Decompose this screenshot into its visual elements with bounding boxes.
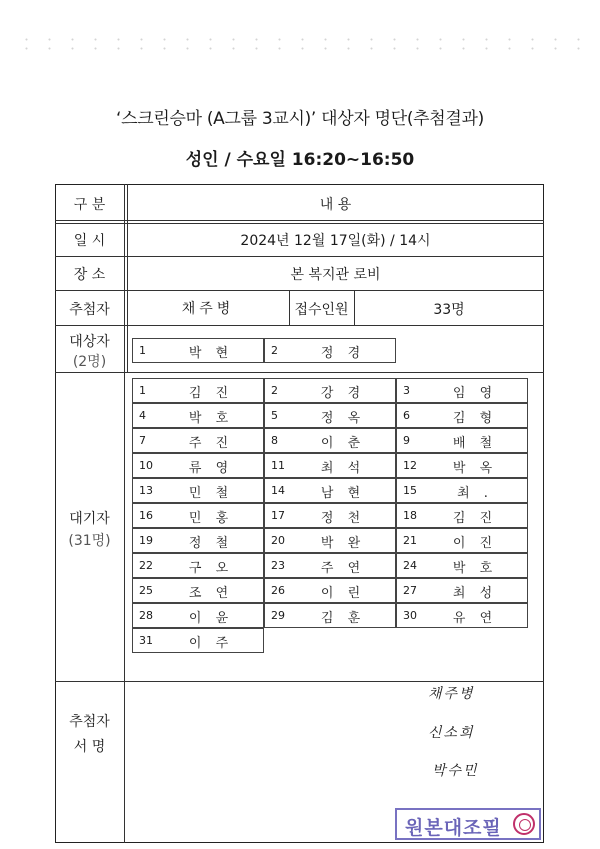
waitlist-entry [132,428,264,453]
entry-number: 29 [271,609,285,622]
waitlist-entry [396,453,528,478]
signature-label: 추첨자 [69,714,110,730]
entry-number: 30 [403,609,417,622]
waitlist-entry [132,553,264,578]
document-subtitle: 성인 / 수요일 16:20~16:50 [185,150,415,170]
waitlist-entry [264,403,396,428]
date-value: 2024년 12월 17일(화) / 14시 [240,233,431,249]
entry-name: 김 훈 [320,611,366,626]
selected-count: (2명) [72,354,107,370]
entry-number: 11 [271,459,285,472]
entry-number: 10 [139,459,153,472]
entry-name: 정 경 [320,346,366,361]
waitlist-entry [264,578,396,603]
selected-label: 대상자 [69,334,110,350]
entry-name: 이 주 [188,636,234,651]
waitlist-entry [264,553,396,578]
entry-name: 민 철 [188,486,234,501]
entry-number: 27 [403,584,417,597]
drawer-name: 채주병 [181,301,235,317]
entry-number: 28 [139,609,153,622]
waitlist-entry [264,378,396,403]
waitlist-entry [132,603,264,628]
entry-number: 14 [271,484,285,497]
drawer-label: 추첨자 [69,302,110,318]
entry-name: 김 진 [188,386,234,401]
entry-number: 20 [271,534,285,547]
signature: 채주병 [428,686,475,702]
entry-number: 17 [271,509,285,522]
row-divider [55,681,544,682]
entry-number: 16 [139,509,153,522]
waitlist-count: (31명) [68,533,111,549]
document-title: ‘스크린승마 (A그룹 3교시)’ 대상자 명단(추첨결과) [116,109,484,129]
entry-number: 31 [139,634,153,647]
entry-name: 민 홍 [188,511,234,526]
entry-name: 이 진 [452,536,498,551]
waitlist-entry [132,403,264,428]
waitlist-entry [396,603,528,628]
entry-number: 5 [271,409,278,422]
waitlist-entry [396,478,528,503]
entry-number: 4 [139,409,146,422]
date-label: 일 시 [73,233,106,249]
entry-number: 15 [403,484,417,497]
entry-number: 8 [271,434,278,447]
waitlist-entry [396,403,528,428]
entry-name: 이 윤 [188,611,234,626]
entry-name: 강 경 [320,386,366,401]
applicants-value: 33명 [433,302,465,318]
waitlist-entry [132,628,264,653]
entry-number: 2 [271,384,278,397]
entry-name: 최 성 [452,586,498,601]
place-value: 본 복지관 로비 [290,267,381,283]
waitlist-entry [132,478,264,503]
entry-number: 23 [271,559,285,572]
row-divider [55,290,544,291]
waitlist-entry [396,378,528,403]
entry-name: 박 호 [188,411,234,426]
entry-name: 김 형 [452,411,498,426]
waitlist-entry [396,528,528,553]
row-divider [55,372,544,373]
entry-name: 구 오 [188,561,234,576]
header-value: 내 용 [319,197,352,213]
entry-number: 1 [139,344,146,357]
entry-name: 박 옥 [452,461,498,476]
entry-number: 1 [139,384,146,397]
entry-number: 9 [403,434,410,447]
entry-number: 2 [271,344,278,357]
entry-name: 주 진 [188,436,234,451]
signature: 신소희 [428,725,475,741]
row-divider [55,325,544,326]
place-label: 장 소 [73,267,106,283]
entry-name: 최 석 [320,461,366,476]
entry-number: 6 [403,409,410,422]
signature-label-2: 서 명 [73,739,106,755]
entry-number: 21 [403,534,417,547]
waitlist-entry [264,478,396,503]
signature: 박수민 [432,763,479,779]
entry-number: 7 [139,434,146,447]
waitlist-entry [396,503,528,528]
waitlist-entry [396,553,528,578]
waitlist-entry [264,528,396,553]
selected-entry [132,338,264,363]
entry-name: 주 연 [320,561,366,576]
entry-name: 임 영 [452,386,498,401]
entry-number: 22 [139,559,153,572]
waitlist-entry [132,528,264,553]
entry-name: 조 연 [188,586,234,601]
waitlist-entry [264,503,396,528]
selected-entry [264,338,396,363]
certified-copy-stamp [395,808,541,840]
entry-number: 12 [403,459,417,472]
entry-name: 박 현 [188,346,234,361]
entry-number: 3 [403,384,410,397]
waitlist-entry [132,378,264,403]
waitlist-entry [396,428,528,453]
entry-number: 25 [139,584,153,597]
scan-noise [15,35,585,53]
entry-name: 이 린 [320,586,366,601]
seal-icon [513,813,535,835]
waitlist-label: 대기자 [69,511,110,527]
entry-name: 유 연 [452,611,498,626]
entry-name: 배 철 [452,436,498,451]
entry-name: 류 영 [188,461,234,476]
waitlist-entry [132,503,264,528]
entry-name: 최 . [457,486,493,501]
entry-name: 이 춘 [320,436,366,451]
entry-name: 정 천 [320,511,366,526]
waitlist-entry [396,578,528,603]
entry-number: 26 [271,584,285,597]
header-label: 구 분 [73,197,106,213]
stamp-text: 원본대조필 [405,817,502,839]
entry-name: 정 옥 [320,411,366,426]
row-divider [55,256,544,257]
entry-name: 박 완 [320,536,366,551]
waitlist-entry [264,603,396,628]
waitlist-entry [264,453,396,478]
entry-name: 정 철 [188,536,234,551]
label-column-divider [124,184,125,843]
header-divider [55,220,544,224]
waitlist-entry [132,578,264,603]
entry-number: 19 [139,534,153,547]
entry-name: 남 현 [320,486,366,501]
waitlist-entry [132,453,264,478]
applicants-label: 접수인원 [294,302,349,318]
entry-number: 13 [139,484,153,497]
entry-number: 18 [403,509,417,522]
waitlist-entry [264,428,396,453]
entry-name: 김 진 [452,511,498,526]
entry-number: 24 [403,559,417,572]
entry-name: 박 호 [452,561,498,576]
